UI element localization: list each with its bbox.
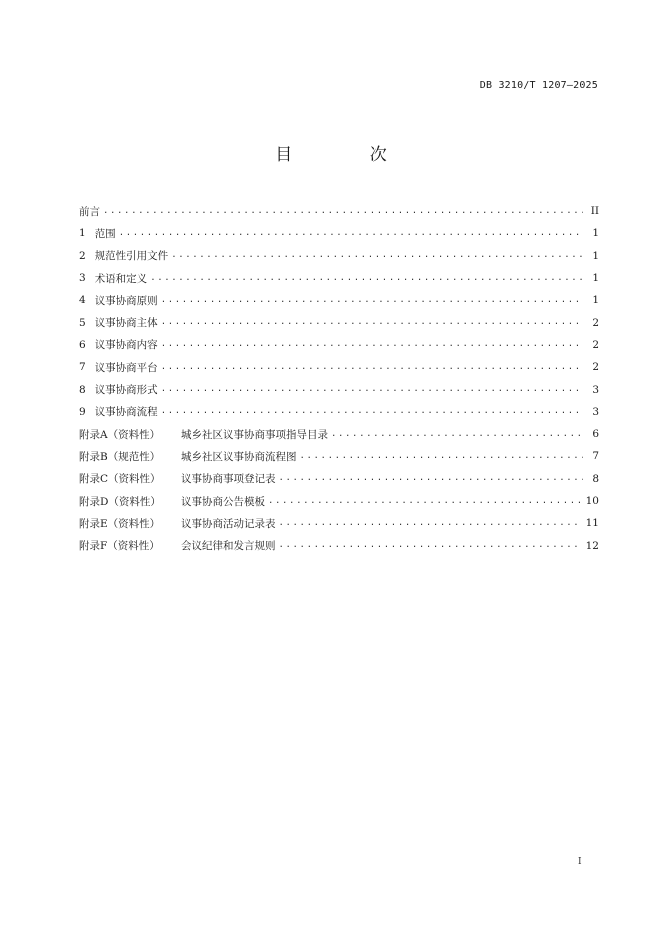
- toc-entry-page: 1: [592, 294, 599, 307]
- appendix-title: 城乡社区议事协商流程图: [181, 450, 297, 463]
- toc-leader-dots: [300, 452, 584, 461]
- toc-entry-5[interactable]: [79, 311, 599, 333]
- toc-entry-page: 8: [592, 472, 599, 485]
- toc-appendix-f[interactable]: [79, 534, 599, 556]
- toc-leader-dots: [161, 385, 583, 394]
- toc-entry-number: 4: [79, 294, 86, 307]
- toc-entry-page: 3: [592, 383, 599, 396]
- toc-entry-title: 议事协商形式: [94, 384, 158, 397]
- toc-entry-3[interactable]: [79, 267, 599, 289]
- toc-leader-dots: [150, 274, 583, 283]
- toc-entry-number: 7: [79, 361, 86, 374]
- toc-entry-page: II: [590, 205, 599, 218]
- toc-leader-dots: [161, 407, 583, 416]
- toc-appendix-c[interactable]: [79, 468, 599, 490]
- toc-entry-page: 11: [585, 517, 599, 530]
- toc-entry-title: 规范性引用文件: [94, 250, 169, 263]
- appendix-title: 会议纪律和发言规则: [181, 540, 276, 553]
- toc-leader-dots: [161, 363, 583, 372]
- toc-entry-title: 范围: [94, 227, 116, 240]
- toc-entry-page: 1: [592, 249, 599, 262]
- appendix-label: 附录E（资料性）: [79, 517, 161, 530]
- toc-leader-dots: [103, 207, 583, 216]
- appendix-title: 议事协商活动记录表: [181, 517, 276, 530]
- toc-entry-page: 10: [585, 495, 599, 507]
- toc-appendix-d[interactable]: [79, 490, 599, 512]
- toc-entry-number: 1: [79, 227, 86, 240]
- toc-entry-title: 议事协商原则: [94, 294, 158, 307]
- toc-entry-9[interactable]: [79, 401, 599, 423]
- toc-entry-number: 5: [79, 316, 86, 329]
- appendix-label: 附录F（资料性）: [79, 540, 160, 553]
- appendix-label: 附录B（规范性）: [79, 450, 161, 463]
- toc-entry-page: 2: [592, 361, 599, 374]
- toc-entry-title: 议事协商主体: [94, 317, 158, 330]
- toc-entry-2[interactable]: [79, 245, 599, 267]
- toc-entry-title: 术语和定义: [94, 272, 148, 285]
- toc-entry-page: 7: [592, 450, 599, 463]
- toc-leader-dots: [161, 340, 583, 349]
- toc-leader-dots: [119, 229, 583, 238]
- toc-leader-dots: [268, 497, 582, 506]
- toc-entry-title: 议事协商流程: [94, 406, 158, 419]
- appendix-label: 附录A（资料性）: [79, 428, 161, 441]
- toc-entry-title: 议事协商内容: [94, 339, 158, 352]
- toc-appendix-e[interactable]: [79, 512, 599, 534]
- appendix-title: 城乡社区议事协商事项指导目录: [181, 428, 328, 441]
- toc-entry-1[interactable]: [79, 222, 599, 244]
- toc-appendix-a[interactable]: [79, 423, 599, 445]
- toc-leader-dots: [279, 474, 584, 483]
- toc-entry-number: 9: [79, 405, 86, 418]
- toc-entry-page: 2: [592, 338, 599, 351]
- toc-entry-6[interactable]: [79, 334, 599, 356]
- page-title: 目 次: [275, 145, 423, 165]
- toc-leader-dots: [161, 318, 583, 327]
- toc-entry-number: 6: [79, 338, 86, 351]
- toc-entry-title: 前言: [79, 205, 100, 218]
- toc-entry-title: 议事协商平台: [94, 361, 158, 374]
- appendix-label: 附录D（资料性）: [79, 495, 161, 508]
- toc-leader-dots: [331, 430, 583, 439]
- toc-entry-number: 3: [79, 272, 86, 285]
- toc-entry-page: 12: [585, 539, 599, 552]
- toc-leader-dots: [279, 519, 582, 528]
- toc-leader-dots: [279, 541, 582, 550]
- toc-entry-number: 8: [79, 383, 86, 396]
- toc-leader-dots: [171, 251, 583, 260]
- toc-entry-8[interactable]: [79, 378, 599, 400]
- standard-code: DB 3210/T 1207—2025: [479, 80, 598, 91]
- toc-entry-4[interactable]: [79, 289, 599, 311]
- appendix-label: 附录C（资料性）: [79, 473, 161, 486]
- toc-entry-7[interactable]: [79, 356, 599, 378]
- toc-entry-foreword[interactable]: [79, 200, 599, 222]
- toc-entry-page: 2: [592, 316, 599, 329]
- appendix-title: 议事协商公告模板: [181, 495, 265, 508]
- table-of-contents: [79, 200, 599, 557]
- toc-appendix-b[interactable]: [79, 445, 599, 467]
- toc-entry-page: 3: [592, 405, 599, 418]
- toc-entry-page: 1: [592, 227, 599, 240]
- appendix-title: 议事协商事项登记表: [181, 473, 276, 486]
- toc-leader-dots: [161, 296, 583, 305]
- toc-entry-page: 6: [592, 428, 599, 441]
- toc-entry-page: 1: [592, 272, 599, 285]
- page-number: I: [578, 857, 582, 867]
- toc-entry-number: 2: [79, 249, 86, 262]
